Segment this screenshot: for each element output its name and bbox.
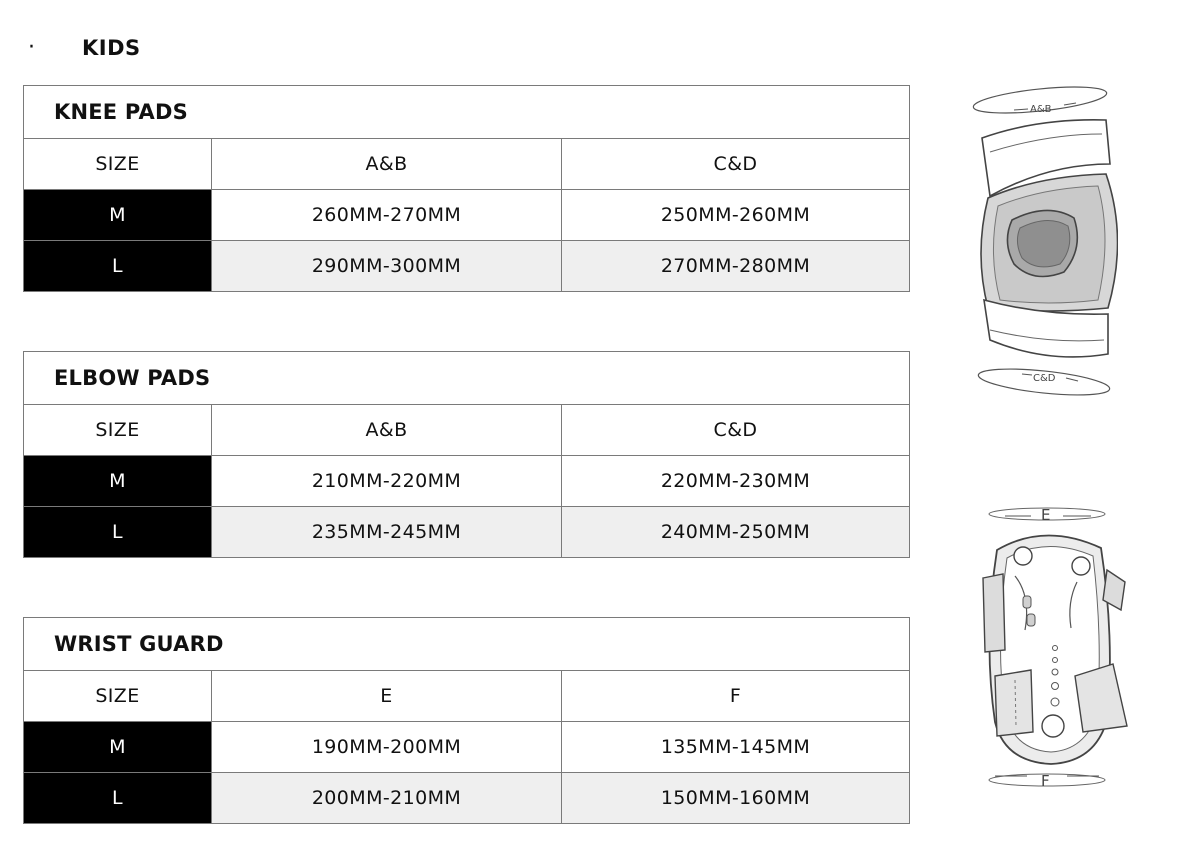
bullet: · (28, 35, 35, 60)
pad-top-label: A&B (1030, 104, 1052, 115)
value-cell: 250MM-260MM (561, 190, 909, 240)
table-row (24, 721, 909, 772)
header-col-1: A&B (211, 405, 561, 455)
value-cell: 235MM-245MM (211, 507, 561, 557)
value-cell: 135MM-145MM (561, 722, 909, 772)
section-heading (28, 32, 141, 64)
pad-bottom-label: C&D (1033, 373, 1056, 384)
table-title: WRIST GUARD (24, 618, 909, 671)
value-cell: 260MM-270MM (211, 190, 561, 240)
header-col-1: A&B (211, 139, 561, 189)
wrist-guard-illustration-icon (975, 500, 1135, 800)
table-header-row (24, 139, 909, 189)
header-col-2: C&D (561, 405, 909, 455)
value-cell: 220MM-230MM (561, 456, 909, 506)
table-row (24, 506, 909, 557)
wrist-top-label: E (1041, 506, 1051, 524)
header-col-1: E (211, 671, 561, 721)
value-cell: 150MM-160MM (561, 773, 909, 823)
section-title: KIDS (82, 36, 141, 60)
value-cell: 290MM-300MM (211, 241, 561, 291)
value-cell: 210MM-220MM (211, 456, 561, 506)
header-size: SIZE (24, 405, 211, 455)
table-row (24, 455, 909, 506)
wrist-bottom-label: F (1041, 772, 1050, 790)
table-title: ELBOW PADS (24, 352, 909, 405)
header-col-2: F (561, 671, 909, 721)
table-title: KNEE PADS (24, 86, 909, 139)
value-cell: 240MM-250MM (561, 507, 909, 557)
size-cell: L (24, 507, 211, 557)
header-size: SIZE (24, 671, 211, 721)
header-col-2: C&D (561, 139, 909, 189)
value-cell: 200MM-210MM (211, 773, 561, 823)
wrist-guard-table (23, 617, 910, 824)
size-cell: M (24, 722, 211, 772)
knee-pads-table (23, 85, 910, 292)
value-cell: 190MM-200MM (211, 722, 561, 772)
table-row (24, 189, 909, 240)
value-cell: 270MM-280MM (561, 241, 909, 291)
size-cell: M (24, 190, 211, 240)
table-header-row (24, 671, 909, 721)
table-header-row (24, 405, 909, 455)
table-row (24, 772, 909, 823)
knee-elbow-pad-illustration-icon (968, 78, 1118, 408)
size-cell: M (24, 456, 211, 506)
header-size: SIZE (24, 139, 211, 189)
table-row (24, 240, 909, 291)
elbow-pads-table (23, 351, 910, 558)
size-cell: L (24, 773, 211, 823)
size-cell: L (24, 241, 211, 291)
